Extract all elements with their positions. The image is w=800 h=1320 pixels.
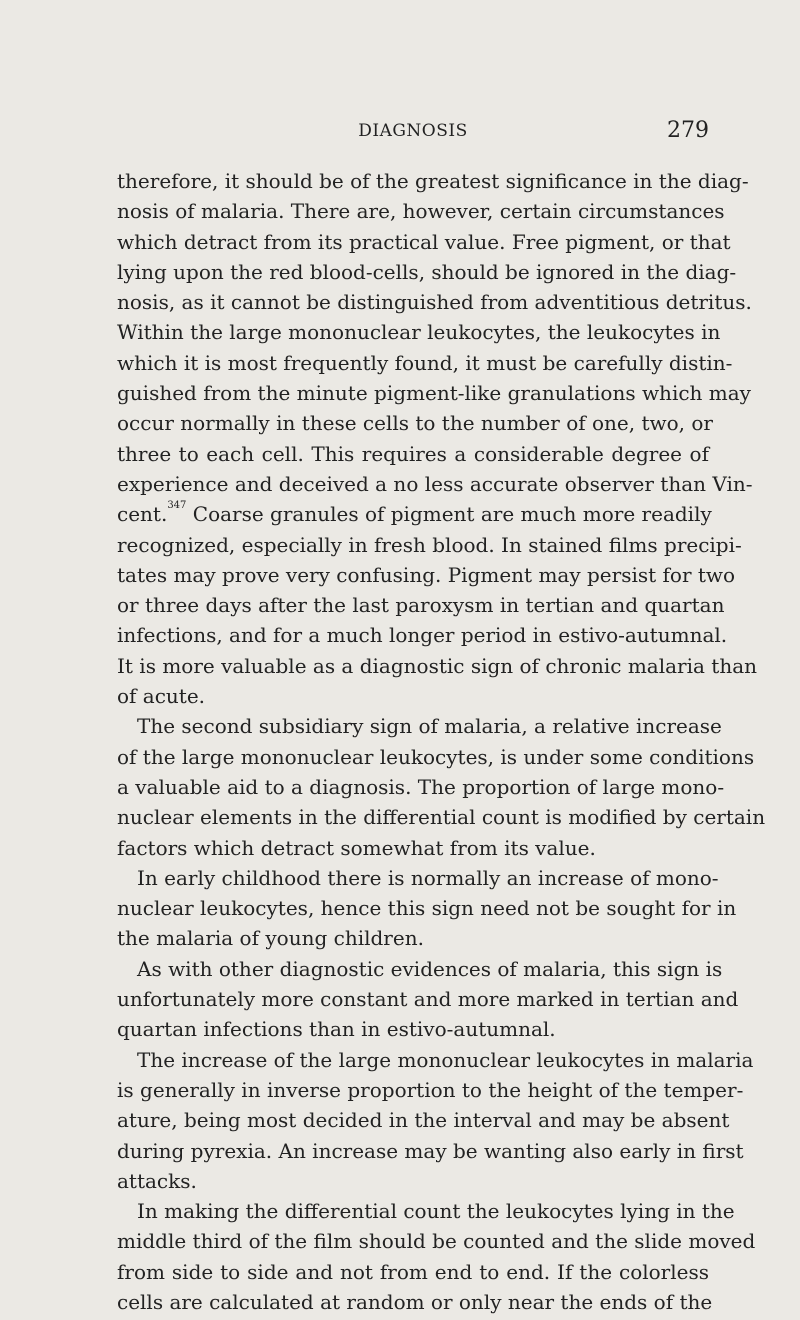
text-line-12-before: cent. [117, 502, 168, 527]
text-line-17: It is more valuable as a diagnostic sign of chronic malaria than [117, 653, 758, 678]
text-line-15: or three days after the last paroxysm in tertian and quartan [117, 593, 725, 618]
text-line-31: is generally in inverse proportion to the height of the temper- [117, 1077, 744, 1102]
text-line-37: from side to side and not from end to end. If the colorless [117, 1259, 709, 1284]
text-line-4: lying upon the red blood-cells, should be ignored in the diag- [117, 259, 737, 284]
text-line-30: The increase of the large mononuclear leukocytes in malaria [137, 1047, 754, 1072]
text-line-34: attacks. [117, 1168, 197, 1193]
text-line-23: factors which detract somewhat from its value. [117, 835, 596, 860]
text-line-35: In making the differential count the leukocytes lying in the [137, 1199, 735, 1224]
text-line-6: Within the large mononuclear leukocytes, the leukocytes in [117, 320, 721, 345]
text-line-29: quartan infections than in estivo-autumnal. [117, 1017, 556, 1042]
text-line-38: cells are calculated at random or only near the ends of the [117, 1289, 713, 1314]
text-line-25: nuclear leukocytes, hence this sign need not be sought for in [117, 896, 737, 921]
page-number: 279 [667, 118, 709, 143]
text-line-20: of the large mononuclear leukocytes, is under some conditions [117, 744, 755, 769]
text-line-8: guished from the minute pigment-like granulations which may [117, 381, 751, 406]
text-line-27: As with other diagnostic evidences of malaria, this sign is [137, 956, 723, 981]
text-line-3: which detract from its practical value. Free pigment, or that [117, 229, 731, 254]
text-line-1: therefore, it should be of the greatest significance in the diag- [117, 169, 749, 193]
text-line-16: infections, and for a much longer period in estivo-autumnal. [117, 623, 728, 648]
text-line-24: In early childhood there is normally an increase of mono- [137, 865, 719, 890]
text-line-13: recognized, especially in fresh blood. In stained films precipi- [117, 532, 742, 557]
text-line-19: The second subsidiary sign of malaria, a relative increase [137, 714, 722, 739]
text-line-26: the malaria of young children. [117, 926, 424, 951]
running-head [118, 118, 708, 148]
text-line-22: nuclear elements in the differential count is modified by certain [117, 805, 766, 830]
text-line-21: a valuable aid to a diagnosis. The proportion of large mono- [117, 774, 725, 799]
text-line-36: middle third of the film should be counted and the slide moved [117, 1229, 756, 1254]
text-line-10: three to each cell. This requires a considerable degree of [117, 441, 709, 466]
text-line-12-after: Coarse granules of pigment are much more readily [186, 502, 712, 527]
body-text [117, 166, 766, 1317]
text-line-32: ature, being most decided in the interval and may be absent [117, 1108, 730, 1133]
text-line-14: tates may prove very confusing. Pigment may persist for two [117, 562, 736, 587]
text-line-18: of acute. [117, 684, 206, 709]
text-line-7: which it is most frequently found, it must be carefully distin- [117, 350, 733, 375]
text-line-11: experience and deceived a no less accurate observer than Vin- [117, 471, 753, 496]
text-line-5: nosis, as it cannot be distinguished from adventitious detritus. [117, 290, 752, 315]
running-head-title: DIAGNOSIS [358, 121, 468, 141]
text-line-2: nosis of malaria. There are, however, certain circumstances [117, 199, 725, 224]
footnote-reference: 347 [167, 500, 187, 512]
text-line-9: occur normally in these cells to the number of one, two, or [117, 411, 713, 436]
text-line-28: unfortunately more constant and more marked in tertian and [117, 987, 739, 1012]
text-line-33: during pyrexia. An increase may be wanting also early in first [117, 1138, 744, 1163]
text-line-12 [117, 499, 712, 529]
